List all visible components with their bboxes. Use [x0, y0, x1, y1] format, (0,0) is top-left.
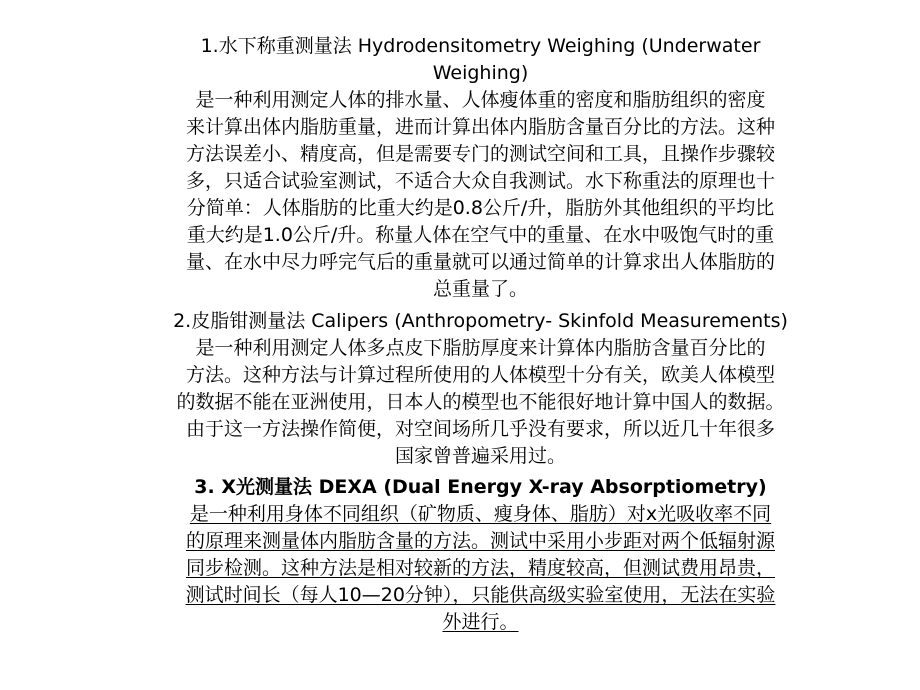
section-3-body-line-5: [118, 609, 843, 636]
section-3-body-line-4: [118, 582, 843, 609]
section-1-body-line-2: 来计算出体内脂肪重量，进而计算出体内脂肪含量百分比的方法。这种: [185, 116, 775, 138]
section-2-heading: 2.皮脂钳测量法 Calipers (Anthropometry- Skinfold Measurements): [173, 310, 788, 332]
section-3-body-line-1: [118, 501, 843, 528]
section-3-body-line-2: [118, 528, 843, 555]
section-3-body-text-3: 同步检测。这种方法是相对较新的方法，精度较高，但测试费用昂贵，: [185, 557, 775, 579]
section-3-heading: 3. X光测量法 DEXA (Dual Energy X-ray Absorptiometry): [194, 476, 767, 498]
section-1-heading-line-2: Weighing): [432, 62, 529, 84]
section-1-body-line-7: 量、在水中尽力呼完气后的重量就可以通过简单的计算求出人体脂肪的: [185, 251, 775, 273]
section-2-body-line-2: 方法。这种方法与计算过程所使用的人体模型十分有关，欧美人体模型: [185, 364, 775, 386]
section-1-body-line-8: 总重量了。: [432, 278, 528, 300]
section-2-body-line-3: 的数据不能在亚洲使用，日本人的模型也不能很好地计算中国人的数据。: [176, 391, 785, 413]
section-3-body-text-1: 是一种利用身体不同组织（矿物质、瘦身体、脂肪）对x光吸收率不同: [189, 503, 772, 525]
section-2-body-line-1: 是一种利用测定人体多点皮下脂肪厚度来计算体内脂肪含量百分比的: [195, 337, 766, 359]
section-1-body-line-4: 多，只适合试验室测试，不适合大众自我测试。水下称重法的原理也十: [185, 170, 775, 192]
section-1-heading-line-1: 1.水下称重测量法 Hydrodensitometry Weighing (Underwater: [200, 35, 761, 57]
section-3-body-line-3: [118, 555, 843, 582]
section-1-body-line-5: 分简单：人体脂肪的比重大约是0.8公斤/升，脂肪外其他组织的平均比: [186, 197, 775, 219]
section-1-body-line-3: 方法误差小、精度高，但是需要专门的测试空间和工具，且操作步骤较: [185, 143, 775, 165]
section-3-body-text-4: 测试时间长（每人10—20分钟），只能供高级实验室使用，无法在实验: [185, 584, 776, 606]
section-2-body-line-5: 国家曾普遍采用过。: [394, 445, 566, 467]
section-1-body-line-6: 重大约是1.0公斤/升。称量人体在空气中的重量、在水中吸饱气时的重: [186, 224, 775, 246]
section-3-body-text-2: 的原理来测量体内脂肪含量的方法。测试中采用小步距对两个低辐射源: [185, 530, 775, 552]
section-2-body-line-4: 由于这一方法操作简便，对空间场所几乎没有要求，所以近几十年很多: [185, 418, 775, 440]
section-1-body-line-1: 是一种利用测定人体的排水量、人体瘦体重的密度和脂肪组织的密度: [195, 89, 766, 111]
section-3-body-text-5: 外进行。: [442, 611, 519, 633]
